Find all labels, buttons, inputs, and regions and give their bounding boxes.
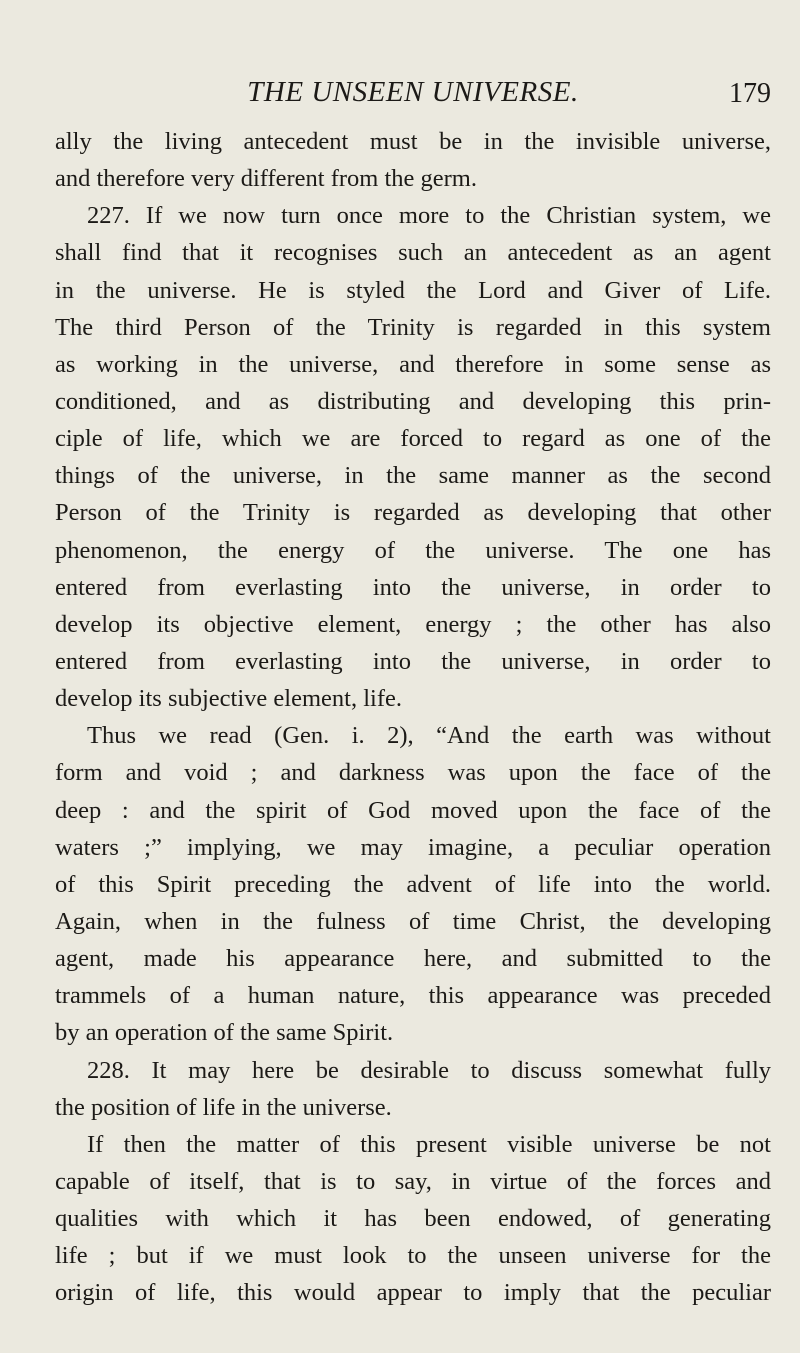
text-line: shall find that it recognises such an antecedent as an agent [55, 239, 771, 267]
text-line: things of the universe, in the same manner as the second [55, 462, 771, 490]
text-line: form and void ; and darkness was upon the face of the [55, 759, 771, 787]
text-line: life ; but if we must look to the unseen universe for the [55, 1242, 771, 1270]
paragraph-227-start: 227. If we now turn once more to the Christian system, we [87, 202, 771, 230]
text-line: Again, when in the fulness of time Christ, the developing [55, 907, 771, 935]
page-header [55, 76, 771, 116]
text-line: by an operation of the same Spirit. [55, 1019, 394, 1047]
paragraph-if-then-start: If then the matter of this present visible universe be not [87, 1130, 771, 1158]
text-line: entered from everlasting into the universe, in order to [55, 647, 771, 675]
text-line: ally the living antecedent must be in the invisible universe, [55, 128, 771, 155]
text-line: trammels of a human nature, this appearance was preceded [55, 982, 771, 1010]
text-line: ciple of life, which we are forced to regard as one of the [55, 425, 771, 453]
paragraph-228-start: 228. It may here be desirable to discuss somewhat fully [87, 1056, 771, 1084]
running-title: THE UNSEEN UNIVERSE. [247, 76, 579, 108]
text-line: of this Spirit preceding the advent of life into the world. [55, 870, 771, 898]
paragraph-genesis-start: Thus we read (Gen. i. 2), “And the earth was without [87, 722, 771, 750]
text-line: in the universe. He is styled the Lord and Giver of Life. [55, 276, 771, 304]
text-line: agent, made his appearance here, and submitted to the [55, 945, 771, 973]
text-line: Person of the Trinity is regarded as developing that other [55, 499, 771, 527]
text-line: phenomenon, the energy of the universe. The one has [55, 536, 771, 564]
text-line: conditioned, and as distributing and developing this prin- [55, 387, 771, 415]
text-line: and therefore very different from the germ. [55, 165, 477, 193]
text-line: the position of life in the universe. [55, 1093, 392, 1121]
text-line: capable of itself, that is to say, in virtue of the forces and [55, 1167, 771, 1195]
text-line: as working in the universe, and therefore in some sense as [55, 350, 771, 378]
text-line: waters ;” implying, we may imagine, a peculiar operation [55, 833, 771, 861]
page-number: 179 [729, 78, 771, 109]
text-line: deep : and the spirit of God moved upon the face of the [55, 796, 771, 824]
text-line: qualities with which it has been endowed, of generating [55, 1205, 771, 1233]
text-line: develop its objective element, energy ; the other has also [55, 610, 771, 638]
body-text [55, 123, 771, 1312]
text-line: entered from everlasting into the universe, in order to [55, 573, 771, 601]
text-line: The third Person of the Trinity is regarded in this system [55, 313, 771, 341]
text-line: develop its subjective element, life. [55, 685, 402, 713]
text-line: origin of life, this would appear to imply that the peculiar [55, 1279, 771, 1307]
